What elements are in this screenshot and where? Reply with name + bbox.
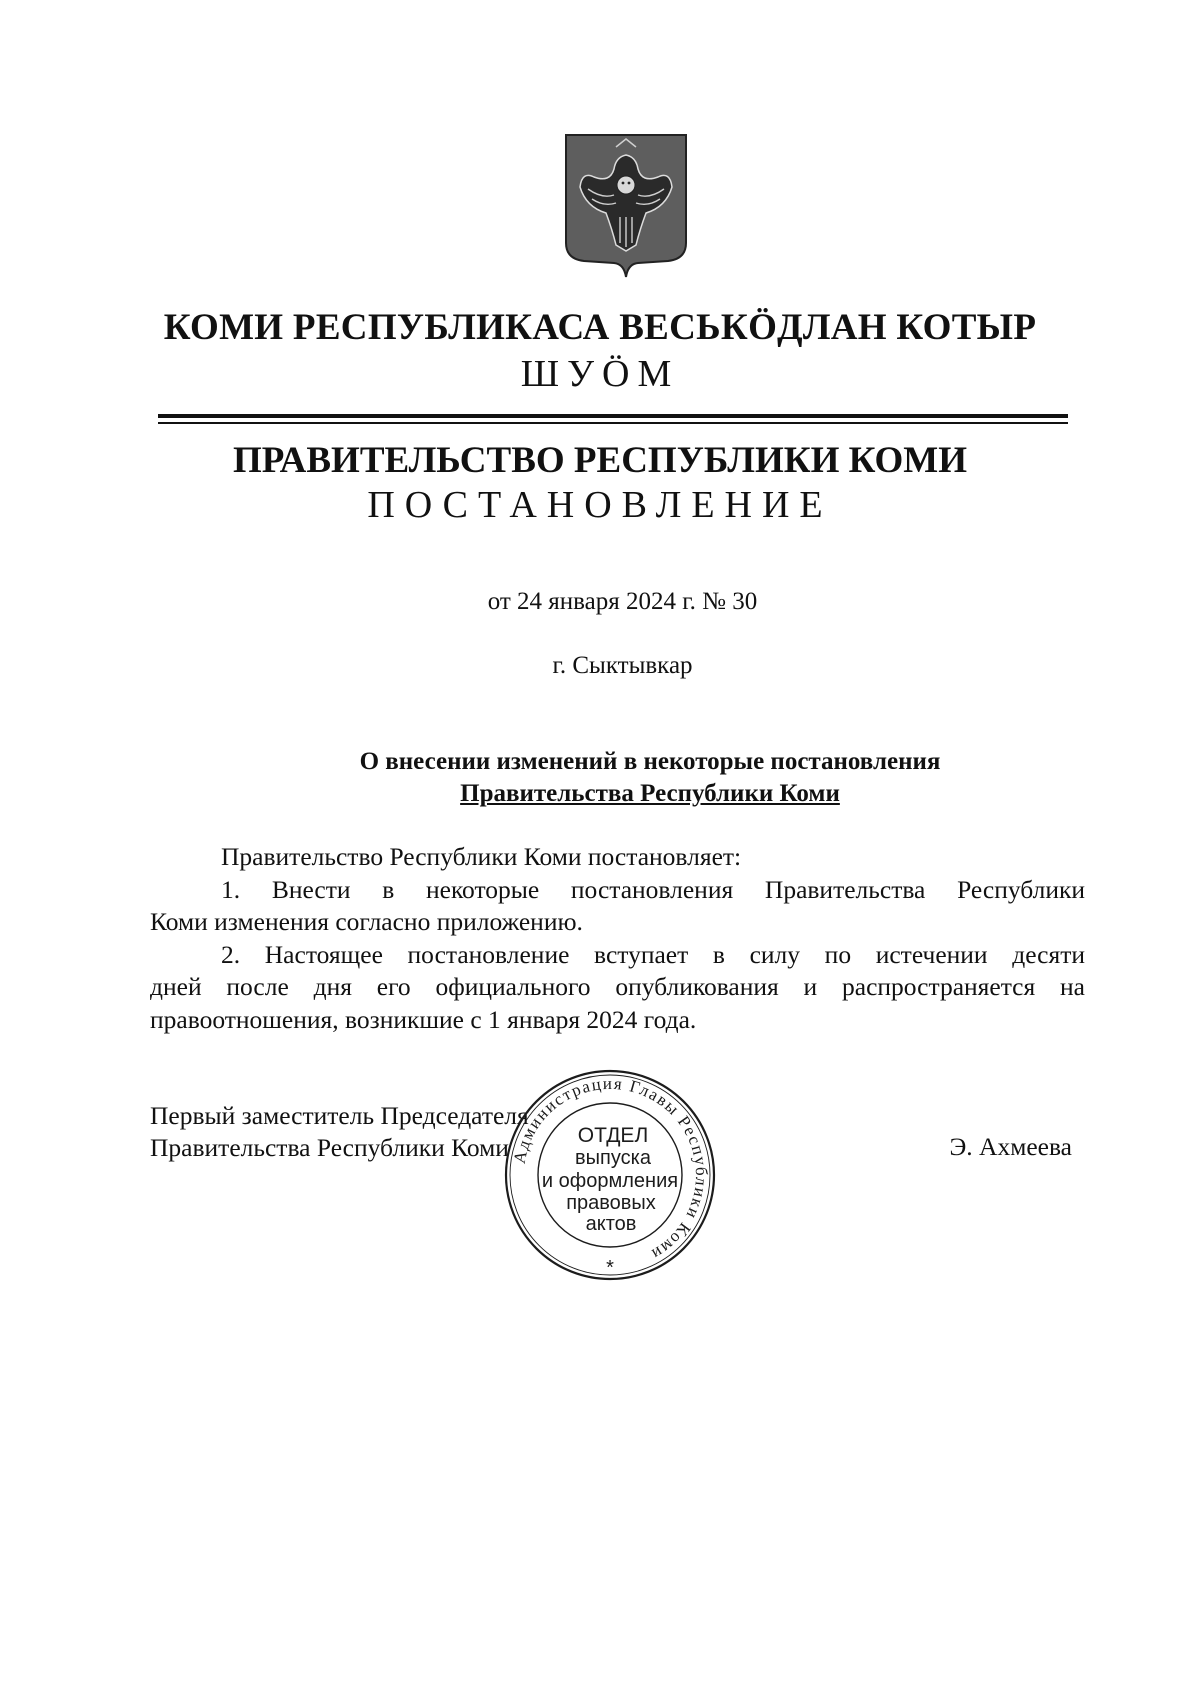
header-rule-thick: [158, 414, 1068, 418]
stamp-line-1: ОТДЕЛ: [577, 1124, 649, 1147]
stamp-line-2: выпуска: [575, 1147, 651, 1169]
item2-line2: дней после дня его официального опубликования и распространяется на: [150, 972, 1085, 1001]
stamp-ring-text: Администрация Главы Республики Коми: [509, 1073, 712, 1265]
komi-title: КОМИ РЕСПУБЛИКАСА ВЕСЬКӦДЛАН КОТЫР: [163, 307, 1037, 348]
official-stamp: [503, 1068, 717, 1282]
document-date-number: от 24 января 2024 г. № 30: [487, 588, 758, 615]
gov-title: ПРАВИТЕЛЬСТВО РЕСПУБЛИКИ КОМИ: [233, 440, 967, 481]
stamp-line-5: актов: [585, 1213, 637, 1235]
coat-of-arms-icon: [564, 133, 688, 279]
document-city: г. Сыктывкар: [552, 652, 693, 679]
item1-line1: 1. Внести в некоторые постановления Правительства Республики: [221, 874, 1085, 904]
signatory-position-line1: Первый заместитель Председателя: [150, 1101, 529, 1130]
gov-subtitle: ПОСТАНОВЛЕНИЕ: [367, 484, 833, 526]
document-subject-line1: О внесении изменений в некоторые постановления: [359, 748, 941, 775]
komi-subtitle: ШУӦМ: [520, 353, 680, 395]
stamp-star: *: [606, 1257, 614, 1279]
stamp-line-3: и оформления: [541, 1170, 679, 1192]
item2-line1: 2. Настоящее постановление вступает в силу по истечении десяти: [221, 939, 1085, 969]
document-body: [150, 841, 1085, 1036]
stamp-line-4: правовых: [566, 1192, 656, 1214]
header-rule-thin: [158, 422, 1068, 424]
signatory-name: Э. Ахмеева: [949, 1132, 1072, 1161]
preamble: Правительство Республики Коми постановляет:: [221, 842, 742, 871]
signatory-position-line2: Правительства Республики Коми: [150, 1133, 509, 1162]
document-subject-line2: Правительства Республики Коми: [460, 780, 840, 807]
item2-line3: правоотношения, возникшие с 1 января 2024 года.: [150, 1004, 697, 1034]
signatory-position: [150, 1100, 529, 1164]
item1-line2: Коми изменения согласно приложению.: [150, 907, 583, 936]
